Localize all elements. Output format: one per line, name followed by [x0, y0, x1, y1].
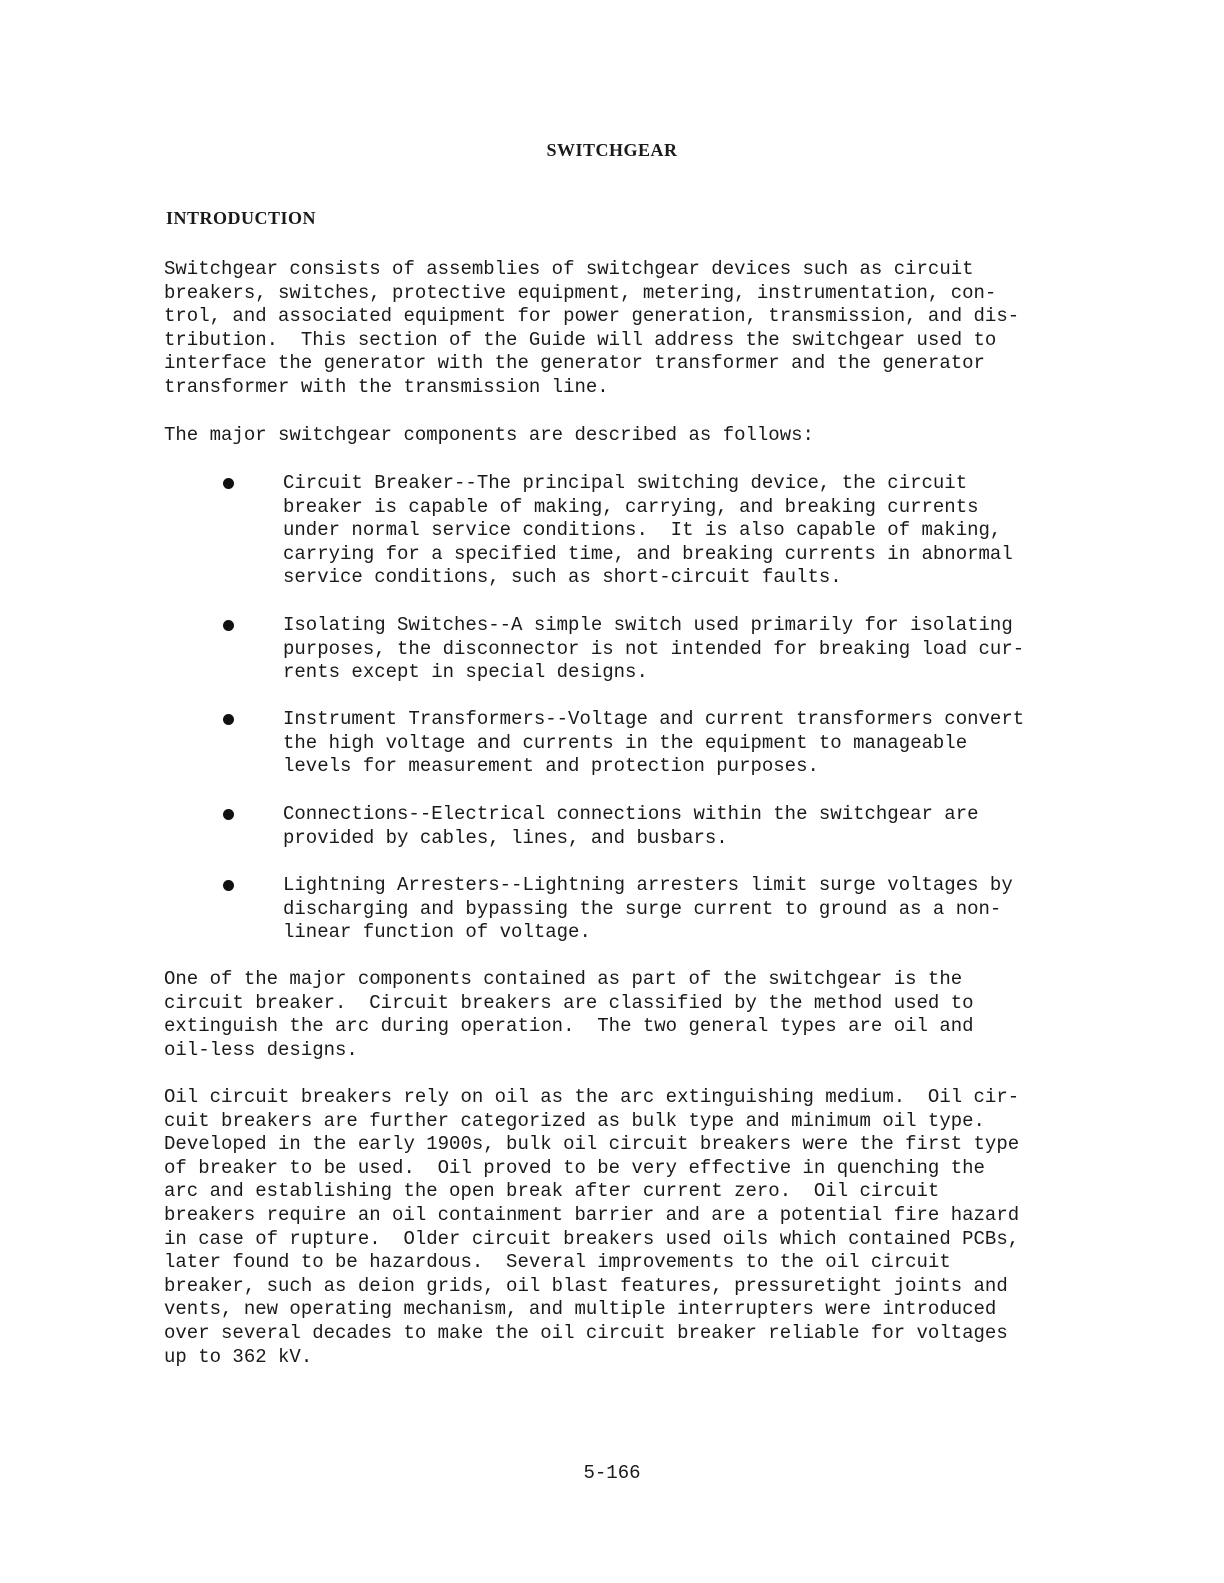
bullet-icon — [223, 714, 234, 725]
list-item-text: Isolating Switches--A simple switch used primarily for isolating purposes, the disconnector is not intended for breaking load cur- rents except in special designs. — [283, 614, 1025, 684]
list-item-text: Instrument Transformers--Voltage and current transformers convert the high voltage and currents in the equipment to manageable levels for measurement and protection purposes. — [283, 708, 1025, 778]
page-number: 5-166 — [583, 1462, 641, 1484]
components-lead-paragraph: The major switchgear components are described as follows: — [164, 424, 814, 446]
list-item-text: Connections--Electrical connections within the switchgear are provided by cables, lines, and busbars. — [283, 803, 979, 849]
list-item-text: Circuit Breaker--The principal switching device, the circuit breaker is capable of making, carrying, and breaking currents under normal service conditions. It is also capable of making, carrying for a specified time, and breaking currents in abnormal service conditions, such as short-circuit faults. — [283, 472, 1013, 589]
bullet-icon — [223, 809, 234, 820]
bullet-icon — [223, 620, 234, 631]
page-title: SWITCHGEAR — [546, 140, 678, 160]
list-item-text: Lightning Arresters--Lightning arresters limit surge voltages by discharging and bypassing the surge current to ground as a non- linear function of voltage. — [283, 874, 1013, 944]
oil-breaker-paragraph: Oil circuit breakers rely on oil as the arc extinguishing medium. Oil cir- cuit breakers are further categorized as bulk type and minimum oil type. Developed in the early 1900s, bulk oil circuit breakers were the first type of breaker to be used. Oil proved to be very effective in quenching the arc and establishing the open break after current zero. Oil circuit breakers require an oil containment barrier and are a potential fire hazard in case of rupture. Older circuit breakers used oils which contained PCBs, later found to be hazardous. Several improvements to the oil circuit breaker, such as deion grids, oil blast features, pressuretight joints and vents, new operating mechanism, and multiple interrupters were introduced over several decades to make the oil circuit breaker reliable for voltages up to 362 kV. — [164, 1086, 1020, 1368]
bullet-icon — [223, 478, 234, 489]
section-heading: INTRODUCTION — [166, 208, 317, 228]
intro-paragraph: Switchgear consists of assemblies of switchgear devices such as circuit breakers, switches, protective equipment, metering, instrumentation, con- trol, and associated equipment for power generation, transmission, and dis- tribution. This section of the Guide will address the switchgear used to interface the generator with the generator transformer and the generator transformer with the transmission line. — [164, 258, 1020, 398]
circuit-breaker-paragraph: One of the major components contained as part of the switchgear is the circuit breaker. Circuit breakers are classified by the method used to extinguish the arc during operation. The two general types are oil and oil-less designs. — [164, 968, 974, 1061]
bullet-icon — [223, 880, 234, 891]
